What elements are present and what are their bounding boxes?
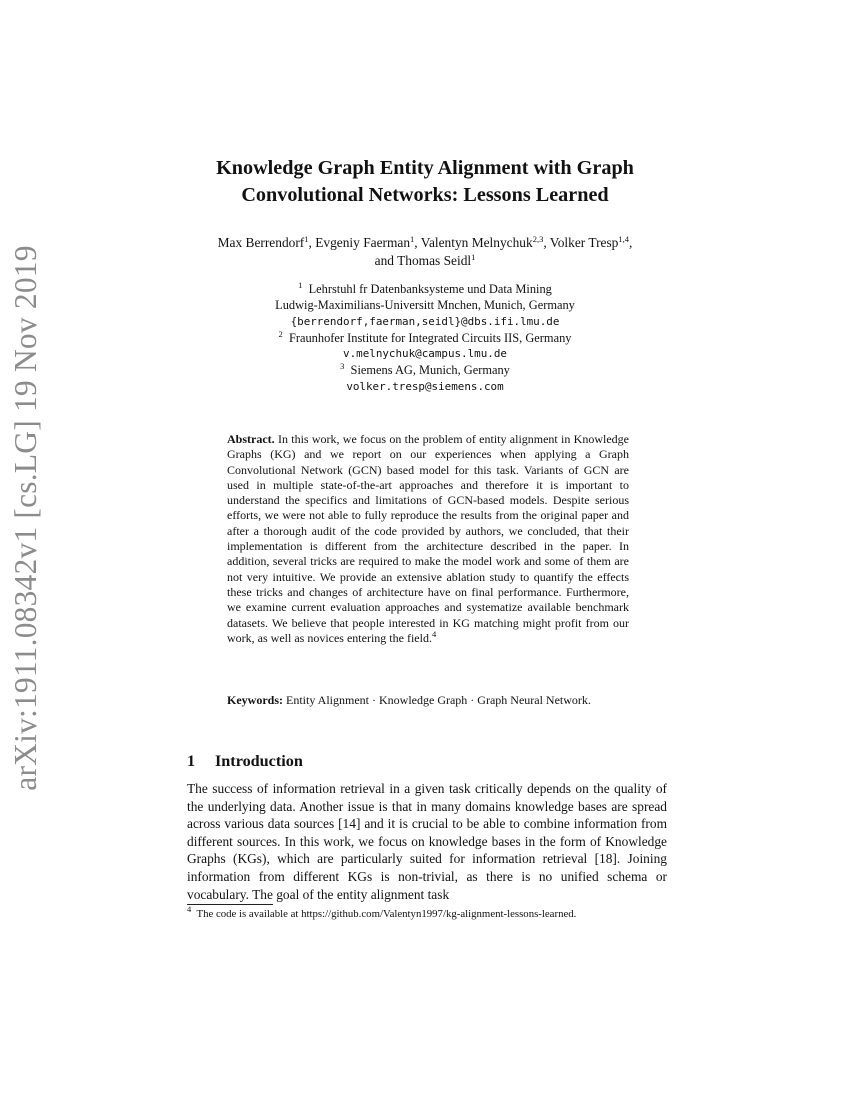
author-name: Evgeniy Faerman <box>315 235 411 250</box>
affil-1-email: {berrendorf,faerman,seidl}@dbs.ifi.lmu.de <box>290 314 560 328</box>
section-heading <box>187 752 303 771</box>
footnote-ref: 4 <box>431 628 437 639</box>
affil-1-address: Ludwig-Maximilians-Universitt Mnchen, Munich, Germany <box>275 298 575 313</box>
abstract <box>227 432 629 646</box>
affiliations <box>150 281 700 395</box>
abstract-label: Abstract. <box>227 432 275 446</box>
keywords <box>227 693 629 708</box>
affil-2-email: v.melnychuk@campus.lmu.de <box>343 347 507 361</box>
arxiv-sidebar-stamp <box>3 245 49 791</box>
author-conjunction: and <box>374 253 394 268</box>
footnote-text: The code is available at https://github.com/Valentyn1997/kg-alignment-lessons-learned. <box>196 908 577 920</box>
section-number: 1 <box>187 752 196 770</box>
title-line-2: Convolutional Networks: Lessons Learned <box>241 184 609 206</box>
footnote <box>187 904 707 921</box>
affil-mark: 1 <box>298 280 303 290</box>
author-list: Max Berrendorf$^1$, Evgeniy Faerman$^1$, Valentyn Melnychuk$^{2,3}$, Volker Tresp$^{1,4}$, and Thomas Seidl$^1$ <box>217 234 633 268</box>
author-affil-mark: 1 <box>410 234 415 244</box>
footnote-rule <box>187 904 273 905</box>
title-line-1: Knowledge Graph Entity Alignment with Graph <box>216 157 634 179</box>
author-name: Thomas Seidl <box>397 253 472 268</box>
author-name: Max Berrendorf <box>217 235 305 250</box>
author-affil-mark: 1 <box>471 252 476 262</box>
abstract-text: In this work, we focus on the problem of entity alignment in Knowledge Graphs (KG) and we report on our experiences when applying a Graph Convolutional Network (GCN) based model for this task. Variants of GCN are used in multiple state-of-the-art approaches and therefore it is important to understand the specifics and limitations of GCN-based models. Despite serious efforts, we were not able to fully reproduce the results from the original paper and after a thorough audit of the code provided by authors, we concluded, that their implementation is different from the architecture described in the paper. In addition, several tricks are required to make the model work and some of them are not very intuitive. We provide an extensive ablation study to quantify the effects these tricks and changes of architecture have on final performance. Furthermore, we examine current evaluation approaches and systematize available benchmark datasets. We believe that people interested in KG matching might profit from our work, as well as novices entering the field. <box>227 432 629 645</box>
paper-title <box>150 155 700 209</box>
arxiv-id: arXiv:1911.08342v1 [cs.LG] 19 Nov 2019 <box>8 245 43 791</box>
intro-paragraph: The success of information retrieval in a given task critically depends on the quality of the underlying data. Another issue is that in many domains knowledge bases are spread across various data sources [14] and it is crucial to be able to combine information from different sources. In this work, we focus on knowledge bases in the form of Knowledge Graphs (KGs), which are particularly suited for information retrieval [18]. Joining information from different KGs is non-trivial, as there is no unified schema or vocabulary. The goal of the entity alignment task <box>187 781 667 902</box>
affil-2-name: Fraunhofer Institute for Integrated Circuits IIS, Germany <box>288 330 572 345</box>
affil-3-name: Siemens AG, Munich, Germany <box>350 363 510 378</box>
author-name: Volker Tresp <box>549 235 619 250</box>
affil-mark: 3 <box>340 361 345 372</box>
section-title: Introduction <box>215 752 303 770</box>
affil-3-email: volker.tresp@siemens.com <box>346 379 504 393</box>
affil-mark: 2 <box>278 328 283 339</box>
author-affil-mark: 2,3 <box>532 234 544 244</box>
keywords-label: Keywords: <box>227 693 283 707</box>
footnote-mark: 4 <box>187 904 192 914</box>
keywords-text: Entity Alignment · Knowledge Graph · Graph Neural Network. <box>286 693 591 707</box>
affil-1-name: Lehrstuhl fr Datenbanksysteme und Data Mining <box>308 282 552 296</box>
author-name: Valentyn Melnychuk <box>420 235 533 250</box>
author-affil-mark: 1 <box>304 234 309 244</box>
author-affil-mark: 1,4 <box>618 234 630 244</box>
